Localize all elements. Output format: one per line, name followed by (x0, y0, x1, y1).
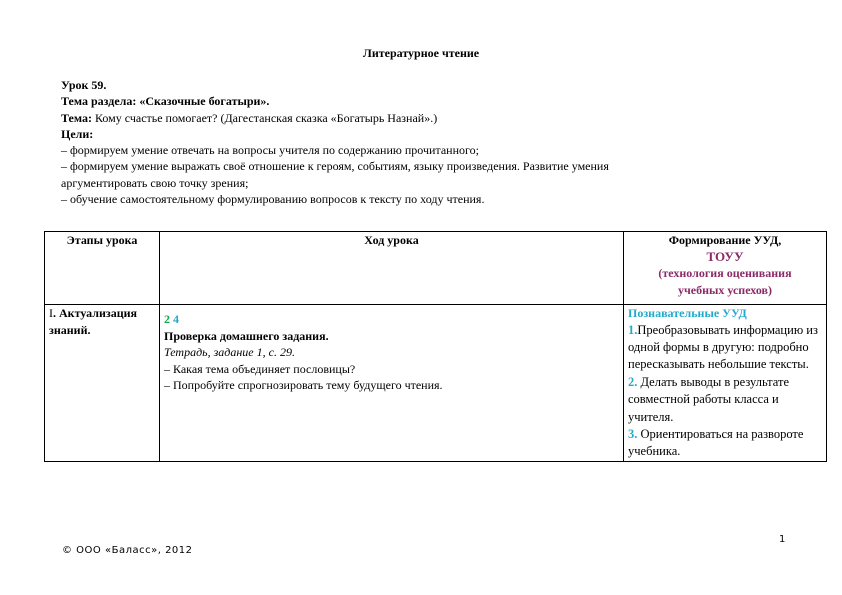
table-row (45, 305, 827, 462)
topic-label: Тема: (61, 110, 92, 125)
topic-value: Кому счастье помогает? (Дагестанская сказка «Богатырь Назнай».) (94, 110, 438, 125)
lesson-header (61, 77, 721, 207)
uud-item (628, 374, 822, 426)
homework-check: Проверка домашнего задания. (164, 328, 329, 343)
table-header-row (45, 232, 827, 305)
header-course-label: Ход урока (364, 233, 419, 247)
uud-item (628, 426, 822, 461)
topic-line (61, 110, 721, 126)
header-uud-label: Формирование УУД, (668, 233, 782, 247)
section-line (61, 93, 721, 109)
stage-name-part-2: знаний. (49, 322, 91, 337)
document-title: Литературное чтение (362, 46, 480, 60)
section-label: Тема раздела: (61, 94, 137, 109)
page-number: 1 (779, 534, 786, 545)
uud-item-number: 3. (628, 426, 638, 441)
header-stages-label: Этапы урока (66, 233, 138, 247)
header-touu-desc-2: учебных успехов) (677, 282, 773, 297)
course-numbers (164, 311, 619, 328)
header-touu-desc-1: (технология оценивания (658, 266, 792, 280)
stage-roman-numeral: I (49, 306, 53, 320)
number-green: 2 (164, 312, 170, 326)
uud-item-text: Ориентироваться на развороте учебника. (628, 426, 804, 459)
goal-item: аргументировать свою точку зрения; (61, 175, 249, 190)
uud-item-text: Делать выводы в результате совместной работы класса и учителя. (628, 374, 790, 424)
stage-name-part-1: . Актуализация (53, 306, 138, 320)
notebook-task: Тетрадь, задание 1, с. 29. (164, 345, 295, 359)
question-2: – Попробуйте спрогнозировать тему будущего чтения. (164, 378, 443, 392)
section-value: «Сказочные богатыри». (139, 94, 270, 109)
goal-item: – формируем умение выражать своё отношение к героям, событиям, языку произведения. Развитие умения (61, 159, 609, 174)
uud-cell (624, 305, 827, 462)
header-uud (624, 232, 827, 305)
stage-name (49, 305, 155, 322)
stage-cell (45, 305, 160, 462)
header-course (160, 232, 624, 305)
goal-item: – обучение самостоятельному формулированию вопросов к тексту по ходу чтения. (61, 192, 485, 207)
header-stages (45, 232, 160, 305)
lesson-table (44, 231, 827, 462)
question-1: – Какая тема объединяет пословицы? (164, 361, 356, 376)
goal-item: – формируем умение отвечать на вопросы учителя по содержанию прочитанного; (61, 143, 479, 158)
uud-item-number: 2. (628, 374, 638, 389)
uud-item-number: 1. (628, 322, 638, 337)
copyright-footer: © ООО «Баласс», 2012 (62, 545, 193, 556)
goals-label: Цели: (61, 126, 94, 141)
number-cyan: 4 (173, 312, 179, 326)
uud-item (628, 322, 822, 374)
lesson-number: Урок 59. (61, 78, 107, 92)
course-cell (160, 305, 624, 462)
header-touu-label: ТОУУ (706, 248, 744, 264)
uud-title: Познавательные УУД (628, 306, 747, 320)
uud-item-text: Преобразовывать информацию из одной формы в другую: подробно пересказывать небольшие тексты. (628, 322, 818, 372)
